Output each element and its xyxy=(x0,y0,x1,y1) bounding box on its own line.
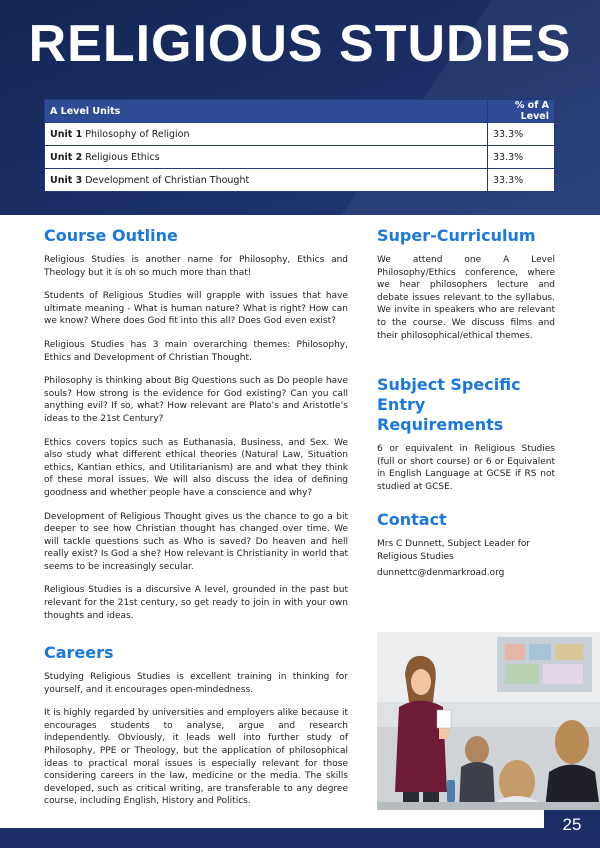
careers-paragraph: It is highly regarded by universities and employers alike because it encourages students to analyse, argue and research independently. Obviously, it leads well into further study of Philosophy, PPE or Theology, but the application of philosophical ideas to practical moral issues is especially relevant for those considering careers in the law, medicine or the media. The skills developed, such as critical writing, are transferable to any degree course, including English, History and Politics. xyxy=(44,708,348,807)
course-outline-paragraph: Development of Religious Thought gives us the chance to go a bit deeper to see how Christian thought has changed over time. We will tackle questions such as Who is saved? Do heaven and hell really exist? Is God a she? How relevant is Christianity in world that seems to be increasingly secular. xyxy=(44,511,348,572)
contact-name: Mrs C Dunnett, Subject Leader for Religious Studies xyxy=(377,539,531,562)
unit-number: Unit 2 xyxy=(50,151,83,163)
table-row xyxy=(45,146,555,169)
unit-number: Unit 1 xyxy=(50,128,83,140)
course-outline-paragraph: Students of Religious Studies will grapple with issues that have ultimate meaning - What is human nature? What is right? How can we know? Where does God fit into this all? Does God even exist? xyxy=(44,291,348,327)
page-title: RELIGIOUS STUDIES xyxy=(28,15,572,73)
careers-heading: Careers xyxy=(44,643,114,662)
super-curriculum-heading: Super-Curriculum xyxy=(377,226,536,245)
course-outline-paragraph: Ethics covers topics such as Euthanasia, Business, and Sex. We also study what different ethical theories (Natural Law, Situation ethics, Kantian ethics, and Utilitarianism) are and what they think of these moral issues. We will also discuss the idea of defining goodness and whether people have a conscience and why? xyxy=(44,437,348,498)
entry-requirements-section xyxy=(377,375,555,504)
unit-name: Development of Christian Thought xyxy=(85,174,250,186)
entry-requirements-text: 6 or equivalent in Religious Studies (full or short course) or 6 or Equivalent in English Language at GCSE if RS not studied at GCSE. xyxy=(377,444,555,492)
table-header-row xyxy=(45,100,555,123)
course-outline-section xyxy=(44,226,348,633)
entry-heading-line2: Entry Requirements xyxy=(377,395,504,434)
super-curriculum-section xyxy=(377,226,555,353)
unit-name: Philosophy of Religion xyxy=(85,128,190,140)
careers-section xyxy=(44,643,348,819)
table-cell-unit xyxy=(45,169,488,192)
unit-number: Unit 3 xyxy=(50,174,83,186)
table-cell-unit xyxy=(45,123,488,146)
footer-band xyxy=(0,828,600,848)
super-curriculum-text: We attend one A Level Philosophy/Ethics conference, where we hear philosophers lecture and debate issues relevant to the syllabus. We invite in speakers who are relevant to the course. We discuss films and their philosophical/ethical themes. xyxy=(377,255,555,341)
course-outline-paragraph: Religious Studies is another name for Philosophy, Ethics and Theology but it is oh so much more than that! xyxy=(44,255,348,278)
table-header-percent: % of A Level xyxy=(488,100,555,123)
table-header-units: A Level Units xyxy=(45,100,488,123)
course-outline-heading: Course Outline xyxy=(44,226,178,245)
unit-name: Religious Ethics xyxy=(85,151,160,163)
header-banner xyxy=(0,0,600,215)
table-row xyxy=(45,169,555,192)
table-cell-percent: 33.3% xyxy=(488,146,555,169)
contact-heading: Contact xyxy=(377,510,447,529)
course-outline-paragraph: Religious Studies has 3 main overarching themes: Philosophy, Ethics and Development of Christian Thought. xyxy=(44,339,348,363)
table-cell-unit xyxy=(45,146,488,169)
page-number: 25 xyxy=(544,810,600,848)
classroom-photo xyxy=(377,632,600,810)
table-cell-percent: 33.3% xyxy=(488,123,555,146)
units-table xyxy=(44,99,555,192)
careers-paragraph: Studying Religious Studies is excellent training in thinking for yourself, and it encourages open-mindedness. xyxy=(44,672,348,695)
entry-heading-line1: Subject Specific xyxy=(377,375,521,394)
classroom-illustration xyxy=(377,632,600,810)
course-outline-paragraph: Philosophy is thinking about Big Questions such as Do people have souls? How strong is the evidence for God existing? Can you call anything evil? If so, what? How relevant are Plato’s and Aristotle’s ideas to the 21st Century? xyxy=(44,376,348,424)
course-outline-paragraph: Religious Studies is a discursive A level, grounded in the past but relevant for the 21st century, so get ready to join in with your own thoughts and ideas. xyxy=(44,585,348,621)
table-cell-percent: 33.3% xyxy=(488,169,555,192)
contact-email[interactable]: dunnettc@denmarkroad.org xyxy=(377,568,505,579)
contact-section xyxy=(377,510,555,591)
table-row xyxy=(45,123,555,146)
